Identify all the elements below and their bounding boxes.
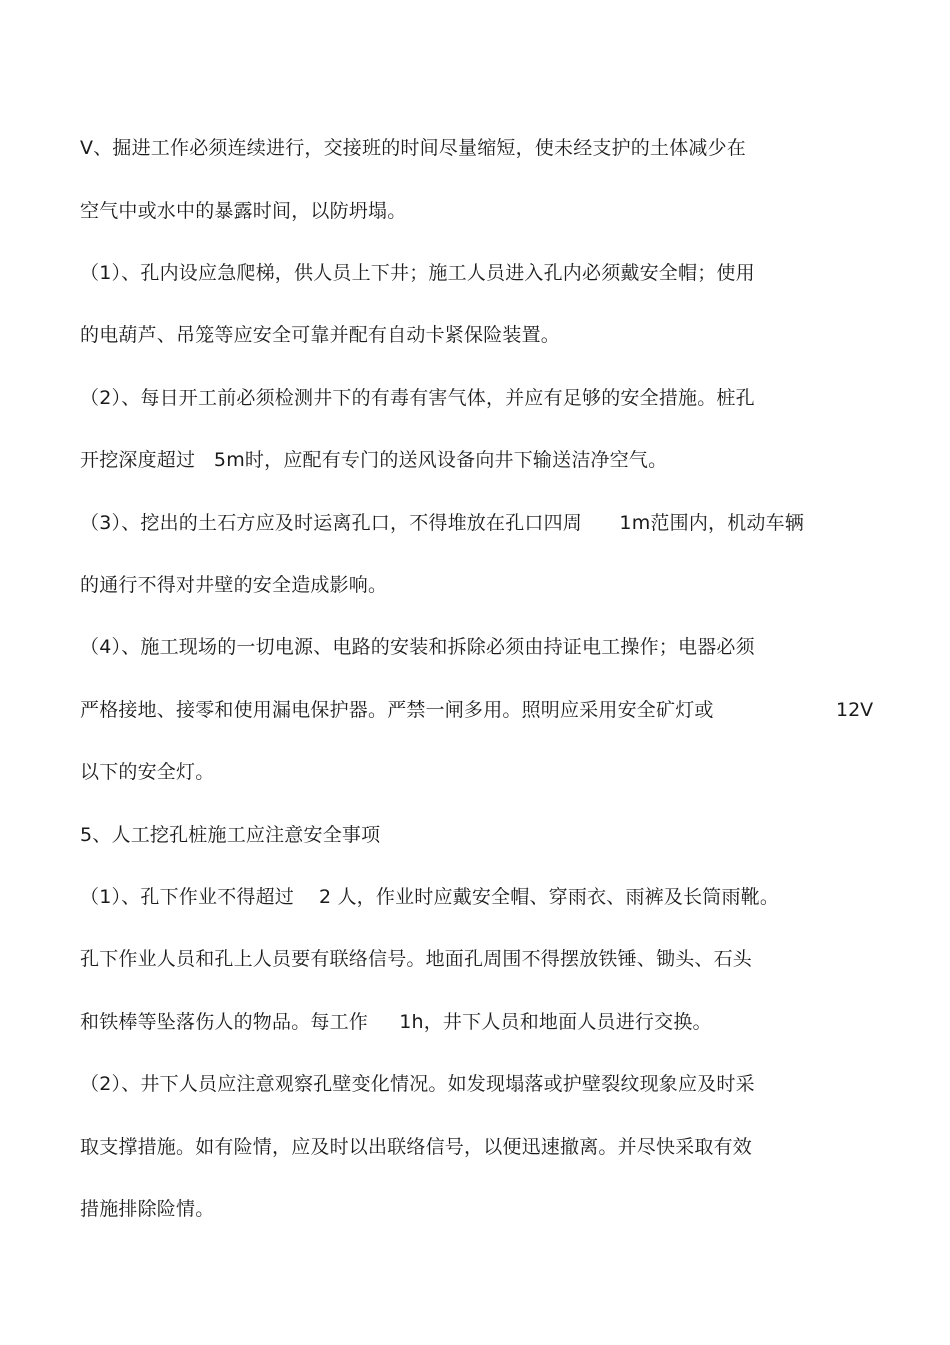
text-line: 严格接地、接零和使用漏电保护器。严禁一闸多用。照明应采用安全矿灯或 [80,699,714,721]
text-line: 孔下作业人员和孔上人员要有联络信号。地面孔周围不得摆放铁锤、锄头、石头 [80,948,753,970]
text-line: 空气中或水中的暴露时间，以防坍塌。 [80,200,407,222]
text-line: 取支撑措施。如有险情，应及时以出联络信号，以便迅速撤离。并尽快采取有效 [80,1136,753,1158]
section-heading: 5、人工挖孔桩施工应注意安全事项 [80,824,381,846]
text-line: （4）、施工现场的一切电源、电路的安装和拆除必须由持证电工操作；电器必须 [80,636,755,658]
text-fragment-12v: 12V [836,699,874,721]
text-line: V、掘进工作必须连续进行，交接班的时间尽量缩短，使未经支护的土体减少在 [80,137,746,159]
text-line: 和铁棒等坠落伤人的物品。每工作 1h，井下人员和地面人员进行交换。 [80,1011,712,1033]
text-line: 措施排除险情。 [80,1198,215,1220]
text-line: 的电葫芦、吊笼等应安全可靠并配有自动卡紧保险装置。 [80,324,561,346]
text-line: （1）、孔内设应急爬梯，供人员上下井；施工人员进入孔内必须戴安全帽；使用 [80,262,755,284]
text-line: （3）、挖出的土石方应及时运离孔口，不得堆放在孔口四周 1m范围内，机动车辆 [80,512,805,534]
text-line: 以下的安全灯。 [80,761,215,783]
text-line: （1）、孔下作业不得超过 2 人，作业时应戴安全帽、穿雨衣、雨裤及长筒雨靴。 [80,886,780,908]
text-line: 开挖深度超过 5m时，应配有专门的送风设备向井下输送洁净空气。 [80,449,668,471]
text-line: （2）、每日开工前必须检测井下的有毒有害气体，并应有足够的安全措施。桩孔 [80,387,755,409]
text-line: （2）、井下人员应注意观察孔壁变化情况。如发现塌落或护壁裂纹现象应及时采 [80,1073,755,1095]
text-line: 的通行不得对井壁的安全造成影响。 [80,574,388,596]
